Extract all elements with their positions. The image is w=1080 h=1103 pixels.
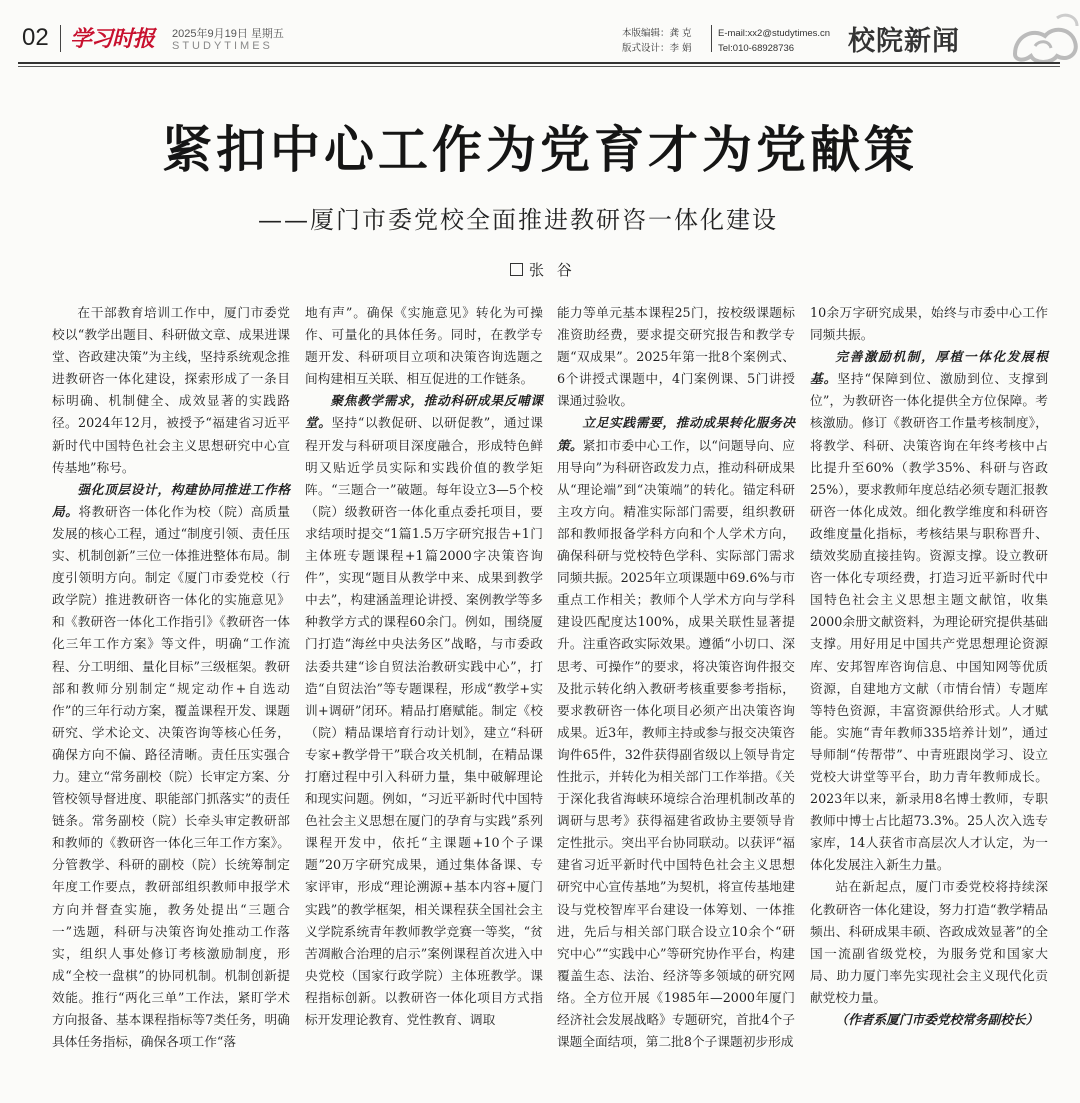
designer-line: 版式设计：李 娟: [622, 43, 692, 54]
author-name: 张 谷: [529, 261, 576, 279]
paragraph: [557, 412, 795, 1053]
email: E-mail:xx2@studytimes.cn: [718, 28, 831, 39]
article-column-2: [305, 302, 543, 1031]
cloud-pattern-icon: [1005, 6, 1080, 66]
divider: [711, 25, 712, 52]
paragraph-lead: 立足实践需要，推动成果转化服务决策。: [557, 415, 795, 453]
paragraph: [810, 346, 1048, 876]
paragraph-lead: 聚焦教学需求，推动科研成果反哺课堂。: [305, 393, 543, 431]
editor-line: 本版编辑：龚 克: [622, 28, 692, 39]
paragraph: [305, 390, 543, 1031]
section-title: 校院新闻: [848, 26, 960, 57]
paragraph-lead: 强化顶层设计，构建协同推进工作格局。: [52, 481, 290, 519]
editor-credits: [622, 26, 692, 56]
divider: [60, 25, 61, 52]
byline: [510, 259, 576, 280]
masthead-rule: [18, 62, 1060, 64]
paragraph-body: 将教研咨一体化作为校（院）高质量发展的核心工程，通过“制度引领、责任压实、机制创新”三位一体推进整体布局。制度引领明方向。制定《厦门市委党校（行政学院）推进教研咨一体化的实施意见》和《教研咨一体化工作指引》《教研咨一体化三年工作方案》等文件，明确“工作流程、分工明细、量化目标”三级框架。教研部和教师分别制定“规定动作+自选动作”的三年行动方案，覆盖课程开发、课题研究、学术论文、决策咨询等核心任务，确保方向不偏、路径清晰。责任压实强合力。建立“常务副校（院）长审定方案、分管校领导督进度、职能部门抓落实”的责任链条。常务副校（院）长牵头审定教研部和教师的《教研咨一体化三年工作方案》。分管教学、科研的副校（院）长统筹制定年度工作要点，教研部组织教师申报学术方向并督查实施，教务处提出“三题合一”选题，科研与决策咨询处推动工作落实，组织人事处修订考核激励制度，形成“全校一盘棋”的协同机制。机制创新提效能。推行“两化三单”工作法，紧盯学术方向报备、基本课程指标等7类任务，明确具体任务指标，确保各项工作“落: [52, 503, 291, 1050]
newspaper-logo: 学习时报: [70, 26, 155, 52]
byline-box-icon: [510, 263, 523, 276]
paragraph: [52, 479, 290, 1053]
issue-date: 2025年9月19日 星期五: [172, 28, 284, 40]
paragraph: 地有声”。确保《实施意见》转化为可操作、可量化的具体任务。同时，在教学专题开发、科研项目立项和决策咨询选题之间构建相互关联、相互促进的工作链条。: [305, 305, 543, 387]
paragraph: 能力等单元基本课程25门，按校级课题标准资助经费，要求提交研究报告和教学专题“双成果”。2025年第一批8个案例式、6个讲授式课题中，4门案例课、5门讲授课通过验收。: [557, 305, 795, 409]
article-headline: 紧扣中心工作为党育才为党献策: [162, 120, 918, 179]
paragraph-lead: 完善激励机制，厚植一体化发展根基。: [810, 349, 1048, 387]
article-column-3: [557, 302, 795, 1053]
paragraph: 10余万字研究成果，始终与市委中心工作同频共振。: [810, 305, 1048, 343]
newspaper-english-name: STUDYTIMES: [172, 40, 273, 52]
masthead-rule-thin: [18, 66, 1060, 67]
page-number: 02: [22, 24, 49, 51]
contact-info: [718, 26, 830, 56]
author-note: （作者系厦门市委党校常务副校长）: [835, 1012, 1039, 1027]
paragraph-body: 坚持“保障到位、激励到位、支撑到位”，为教研咨一体化提供全方位保障。考核激励。修订《教研咨工作量考核制度》，将教学、科研、决策咨询在年终考核中占比提升至60%（教学35%、科研与咨政25%），要求教师年度总结必须专题汇报教研咨一体化成效。细化教学维度和科研咨政维度量化指标，考核结果与职称晋升、绩效奖励直接挂钩。资源支撑。设立教研咨一体化专项经费，打造习近平新时代中国特色社会主义思想主题文献馆，收集2000余册文献资料，为理论研究提供基础支撑。用好用足中国共产党思想理论资源库、安邦智库咨询信息、中国知网等优质资源，自建地方文献（市情台情）专题库等特色资源，丰富资源供给形式。人才赋能。实施“青年教师335培养计划”，通过导师制“传帮带”、中青班跟岗学习、设立党校大讲堂等平台，助力青年教师成长。2023年以来，新录用8名博士教师，专职教师中博士占比超73.3%。25人次入选专家库，14人获省市高层次人才认定，为一体化发展注入新生力量。: [810, 371, 1049, 873]
telephone: Tel:010-68928736: [718, 43, 795, 54]
paragraph-body: 坚持“以教促研、以研促教”，通过课程开发与科研项目深度融合，形成特色鲜明又贴近学员实际和实践价值的教学矩阵。“三题合一”破题。每年设立3—5个校（院）级教研咨一体化重点委托项目，要求结项时提交“1篇1.5万字研究报告+1门主体班专题课程+1篇2000字决策咨询件”，实现“题目从教学中来、成果到教学中去”，构建涵盖理论讲授、案例教学等多种教学方式的课程60余门。例如，围绕厦门打造“海丝中央法务区”战略，与市委政法委共建“诊自贸法治教研实践中心”，打造“自贸法治”等专题课程，形成“教学+实训+调研”闭环。精品打磨赋能。制定《校（院）精品课培育行动计划》，建立“科研专家+教学骨干”联合攻关机制，在精品课打磨过程中引入科研力量，集中破解理论和现实问题。例如，“习近平新时代中国特色社会主义思想在厦门的孕育与实践”系列课程开发中，依托“主课题+10个子课题”20万字研究成果，通过集体备课、专家评审，形成“理论溯源+基本内容+厦门实践”的教学框架，相关课程获全国社会主义学院系统青年教师教学竞赛一等奖，“贫苦凋敝合治理的启示”案例课程首次进入中央党校（国家行政学院）主体班教学。课程指标创新。以教研咨一体化项目方式指标开发理论教育、党性教育、调取: [305, 415, 543, 1027]
masthead: [0, 0, 1080, 74]
article-column-4: [810, 302, 1048, 1031]
article-subheadline: ——厦门市委党校全面推进教研咨一体化建设: [258, 206, 778, 234]
article-column-1: [52, 302, 290, 1053]
paragraph-body: 紧扣市委中心工作，以“问题导向、应用导向”为科研咨政发力点，推动科研成果从“理论端”到“决策端”的转化。锚定科研主攻方向。精准实际部门需要，组织教研部和教师报备学科方向和个人学术方向，确保科研与党校特色学科、实际部门需求同频共振。2025年立项课题中69.6%与市重点工作相关；教师个人学术方向与学科建设匹配度达100%，成果关联性显著提升。注重咨政实际效果。遵循“小切口、深思考、可操作”的要求，将决策咨询件报交及批示转化纳入教研考核重要参考指标，要求教研咨一体化项目必须产出决策咨询成果。近3年，教师主持或参与报交决策咨询件65件，32件获得副省级以上领导肯定性批示，并转化为相关部门工作举措。《关于深化我省海峡环境综合治理机制改革的调研与思考》获得福建省政协主要领导肯定性批示。突出平台协同联动。以获评“福建省习近平新时代中国特色社会主义思想研究中心宣传基地”为契机，将宣传基地建设与党校智库平台建设一体筹划、一体推进，先后与相关部门联合设立10余个“研究中心”“实践中心”等研究协作平台，构建覆盖生态、法治、经济等多领域的研究网络。全方位开展《1985年—2000年厦门经济社会发展战略》专题研究，首批4个子课题全面结项，第二批8个子课题初步形成: [557, 437, 795, 1050]
paragraph: 在干部教育培训工作中，厦门市委党校以“教学出题目、科研做文章、成果进课堂、咨政建决策”为主线，坚持系统观念推进教研咨一体化建设，探索形成了一条目标明确、机制健全、成效显著的实践路径。2024年12月，被授予“福建省习近平新时代中国特色社会主义思想研究中心宣传基地”称号。: [52, 305, 290, 475]
paragraph: 站在新起点，厦门市委党校将持续深化教研咨一体化建设，努力打造“教学精品频出、科研成果丰硕、咨政成效显著”的全国一流副省级党校，为服务党和国家大局、助力厦门率先实现社会主义现代化贡献党校力量。: [810, 879, 1048, 1005]
